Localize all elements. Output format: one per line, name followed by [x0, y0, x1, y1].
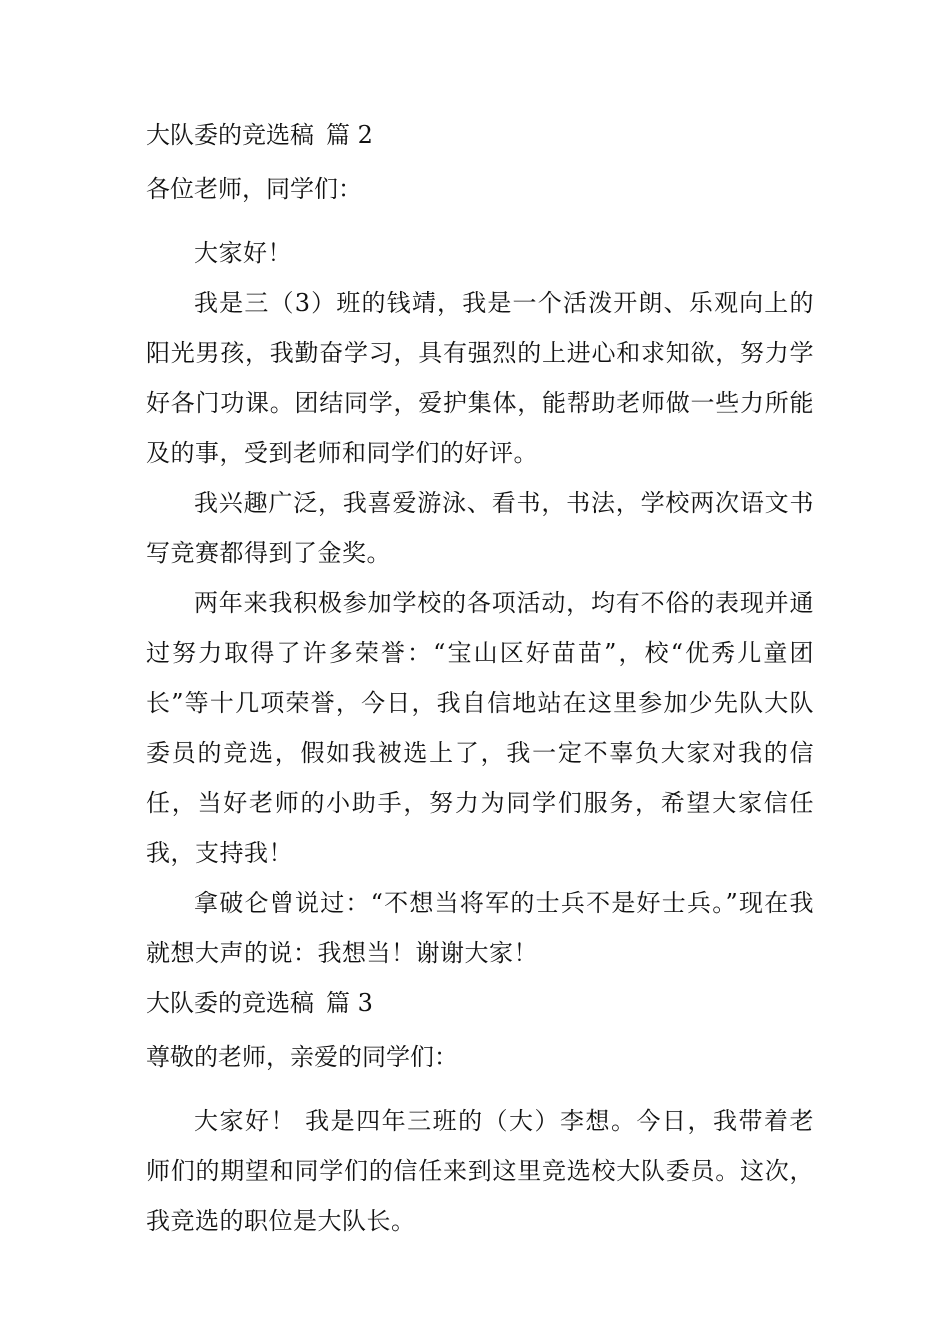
section-2-paragraph-3: 我兴趣广泛，我喜爱游泳、看书，书法，学校两次语文书写竞赛都得到了金奖。 — [146, 489, 814, 567]
section-2-greeting: 各位老师，同学们： — [146, 175, 362, 203]
document-page — [146, 120, 814, 1246]
section-3-paragraph-1: 大家好！ 我是四年三班的（大）李想。今日，我带着老师们的期望和同学们的信任来到这里竞选校大队委员。这次，我竞选的职位是大队长。 — [146, 1107, 814, 1235]
section-3-title: 大队委的竞选稿 — [146, 989, 314, 1017]
section-3-heading — [146, 988, 814, 1018]
section-2-heading — [146, 120, 814, 150]
section-2-part: 篇 2 — [326, 121, 373, 149]
section-2-title: 大队委的竞选稿 — [146, 121, 314, 149]
section-2-paragraph-1: 大家好！ — [194, 239, 292, 267]
section-2-paragraph-5: 拿破仑曾说过：“不想当将军的士兵不是好士兵。”现在我就想大声的说：我想当！谢谢大家！ — [146, 889, 814, 967]
section-2-paragraph-2: 我是三（3）班的钱靖，我是一个活泼开朗、乐观向上的阳光男孩，我勤奋学习，具有强烈的上进心和求知欲，努力学好各门功课。团结同学，爱护集体，能帮助老师做一些力所能及的事，受到老师和同学们的好评。 — [146, 289, 814, 467]
section-3-greeting: 尊敬的老师，亲爱的同学们： — [146, 1043, 458, 1071]
section-3-part: 篇 3 — [326, 989, 373, 1017]
section-2-paragraph-4: 两年来我积极参加学校的各项活动，均有不俗的表现并通过努力取得了许多荣誉：“宝山区好苗苗”，校“优秀儿童团长”等十几项荣誉，今日，我自信地站在这里参加少先队大队委员的竞选，假如我被选上了，我一定不辜负大家对我的信任，当好老师的小助手，努力为同学们服务，希望大家信任我，支持我！ — [146, 589, 814, 867]
